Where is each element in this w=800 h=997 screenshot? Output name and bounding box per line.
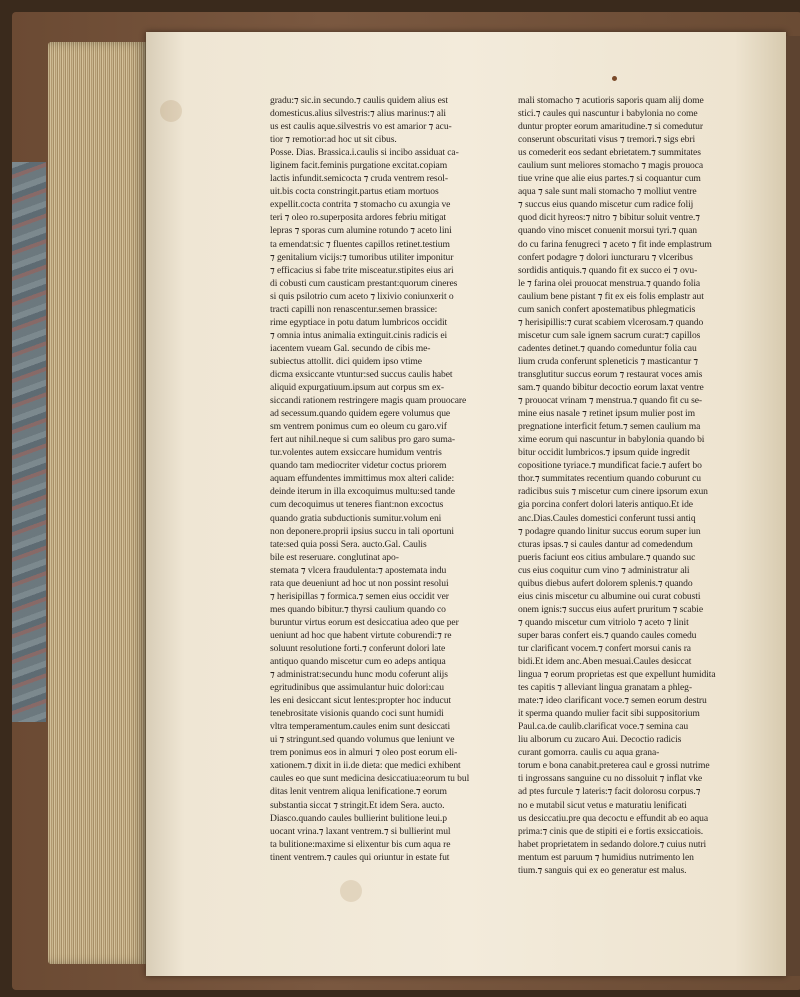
text-line: caulium bene pistant ⁊ fit ex eis folis emplastr aut	[518, 290, 704, 302]
text-line: dicma exsiccante vtuntur:sed succus caulis habet	[270, 368, 453, 380]
text-line: mentum est paruum ⁊ humidius nutrimento len	[518, 851, 694, 863]
right-board-edge	[786, 36, 800, 976]
text-line: tate:sed quia possi Sera. aucto.Gal. Caulis	[270, 538, 427, 550]
text-line: no e mutabil sicut vetus e maturatiu lenificati	[518, 799, 687, 811]
text-line: ta bulitione:maxime si elixentur bis cum aqua re	[270, 838, 451, 850]
text-line: tium.⁊ sanguis qui ex eo generatur est malus.	[518, 864, 687, 876]
text-line: anc.Dias.Caules domestici conferunt tussi antiq	[518, 512, 696, 524]
text-line: fert aut nihil.neque si cum salibus pro garo suma-	[270, 434, 455, 446]
right-text-column	[518, 94, 743, 877]
text-line: quod dicit hyreos:⁊ nitro ⁊ bibitur soluit ventre.⁊	[518, 212, 700, 224]
text-line: quando gratia subductionis sumitur.volum eni	[270, 512, 442, 524]
text-line: tur.volentes autem exsiccare humidum ventris	[270, 447, 442, 459]
text-line: sm ventrem ponimus cum eo oleum cu garo.vif	[270, 421, 447, 433]
text-line: gia porcina confert dolori lateris antiquo.Et ide	[518, 499, 693, 511]
text-line: lactis infundit.semicocta ⁊ cruda ventrem resol-	[270, 173, 448, 185]
text-line: tiue vrine que alie eius partes.⁊ si coquantur cum	[518, 173, 701, 185]
text-line: ⁊ herisipillas ⁊ formica.⁊ semen eius occidit ver	[270, 590, 449, 602]
text-line: uocant vrina.⁊ laxant ventrem.⁊ si bullierint mul	[270, 825, 451, 837]
text-line: gradu:⁊ sic.in secundo.⁊ caulis quidem alius est	[270, 95, 448, 106]
page-edges	[48, 42, 146, 964]
text-line: substantia siccat ⁊ stringit.Et idem Sera. aucto.	[270, 799, 445, 811]
text-line: onem ignis:⁊ succus eius aufert pruritum ⁊ scabie	[518, 603, 704, 615]
text-line: ad secessum.quando quidem egere volumus que	[270, 408, 451, 420]
text-line: stemata ⁊ vlcera fraudulenta:⁊ apostemata indu	[270, 564, 447, 576]
text-line: ui ⁊ stringunt.sed quando volumus que leniunt ve	[270, 734, 455, 746]
text-line: mali stomacho ⁊ acutioris saporis quam alij dome	[518, 95, 704, 106]
text-line: tinent ventrem.⁊ caules qui oriuntur in estate fut	[270, 851, 450, 863]
text-line: Diasco.quando caules bullierint bulitione leui.p	[270, 812, 447, 824]
text-line: ad ptes furcule ⁊ lateris:⁊ facit dolorosu corpus.⁊	[518, 786, 701, 798]
text-line: torum e bona canabit.preterea caul e grossi nutrime	[518, 760, 710, 772]
text-line: copositione tyriace.⁊ mundificat facie.⁊ aufert bo	[518, 460, 702, 472]
text-line: sordidis antiquis.⁊ quando fit ex succo ei ⁊ ovu-	[518, 264, 698, 276]
text-line: trem ponimus eos in almuri ⁊ oleo post eorum eli-	[270, 747, 458, 759]
text-line: ⁊ omnia intus animalia extinguit.cinis radicis ei	[270, 329, 448, 341]
text-line: Paul.ca.de caulib.clarificat voce.⁊ semina cau	[518, 721, 689, 733]
paper-stain	[160, 100, 182, 122]
text-line: xime eorum qui nascuntur in babylonia quando bi	[518, 434, 705, 446]
text-line: miscetur cum sale ignem sacrum curat:⁊ capillos	[518, 329, 701, 341]
text-line: mine eius nasale ⁊ retinet ipsum mulier post im	[518, 408, 695, 420]
text-line: domesticus.alius silvestris:⁊ alius marinus:⁊ ali	[270, 108, 446, 120]
text-line: mes quando bibitur.⁊ thyrsi caulium quando co	[270, 603, 446, 615]
text-line: duntur propter eorum amaritudine.⁊ si comedutur	[518, 121, 703, 133]
text-line: quando tam mediocriter videtur coctus priorem	[270, 460, 447, 472]
text-line: lingua ⁊ eorum proprietas est que expellunt humidita	[518, 669, 716, 681]
text-line: teri ⁊ oleo ro.superposita ardores febriu mitigat	[270, 212, 446, 224]
text-line: bile est reseruare. conglutinat apo-	[270, 551, 399, 563]
text-line: ⁊ efficacius si fabe trite misceatur.stipites eius ari	[270, 264, 454, 276]
text-line: caulium sunt meliores stomacho ⁊ magis prouoca	[518, 160, 704, 172]
text-line: caules eo que sunt medicina desiccatiua:eorum tu bul	[270, 773, 470, 785]
text-line: non deponere.proprii ipsius succu in tali oportuni	[270, 525, 454, 537]
text-line: vltra temperamentum.caules enim sunt desiccati	[270, 721, 451, 733]
text-line: confert podagre ⁊ dolori iuncturaru ⁊ vlceribus	[518, 251, 693, 263]
text-line: conserunt obscuritati visus ⁊ tremori.⁊ sigs ebri	[518, 134, 696, 146]
text-line: ⁊ genitalium vicijs:⁊ tumoribus utiliter imponitur	[270, 251, 454, 263]
text-line: tenebrositate visionis quando coci sunt humidi	[270, 708, 444, 720]
text-line: rata que deueniunt ad hoc ut non possint resolui	[270, 577, 449, 589]
text-line: liu alborum cu zucaro Aui. Decoctio radicis	[518, 734, 682, 746]
text-line: cus eius coquitur cum vino ⁊ administratur ali	[518, 564, 690, 576]
text-line: ti ingrossans sanguine cu no dissoluit ⁊ inflat vke	[518, 773, 703, 785]
text-line: antiquo quando miscetur cum eo adeps antiqua	[270, 656, 446, 668]
text-line: thor.⁊ summitates recentium quando coburunt cu	[518, 473, 701, 485]
text-line: habet proprietatem in sedando dolore.⁊ cuius nutri	[518, 838, 707, 850]
text-line: expellit.cocta contrita ⁊ stomacho cu axungia ve	[270, 199, 451, 211]
text-line: radicibus suis ⁊ miscetur cum cinere ipsorum exun	[518, 486, 708, 498]
text-line: ⁊ herisipillis:⁊ curat scabiem vlcerosam.⁊ quando	[518, 316, 704, 328]
text-line: us comederit eos sedant ebrietatem.⁊ summitates	[518, 147, 701, 159]
marbled-endpaper	[12, 162, 46, 722]
text-line: prima:⁊ cinis que de stipiti ei e fortis exsiccatiois.	[518, 825, 704, 837]
text-line: super baras confert eis.⁊ quando caules comedu	[518, 629, 697, 641]
text-line: curant gomorra. caulis cu aqua grana-	[518, 747, 660, 759]
text-line: deinde iterum in illa excoquimus multu:sed tande	[270, 486, 455, 498]
text-line: ta emendat:sic ⁊ fluentes capillos retinet.testium	[270, 238, 450, 250]
text-line: cadentes detinet.⁊ quando comeduntur folia cau	[518, 342, 697, 354]
text-line: subiectus attollit. dici quidem ipso vtime	[270, 355, 422, 367]
text-line: ⁊ podagre quando linitur succus eorum super iun	[518, 525, 701, 537]
text-line: soluunt resolutione forti.⁊ conferunt dolori late	[270, 642, 446, 654]
text-line: iacentem vueam Gal. secundo de cibis me-	[270, 342, 431, 354]
text-line: ⁊ succus eius quando miscetur cum radice folij	[518, 199, 694, 211]
text-line: mate:⁊ ideo clarificant voce.⁊ semen eorum destru	[518, 695, 707, 707]
text-line: us est caulis aque.silvestris vo est amarior ⁊ acu-	[270, 121, 452, 133]
text-line: lepras ⁊ sporas cum alumine rotundo ⁊ aceto lini	[270, 225, 452, 237]
text-line: uit.bis cocta constringit.partus etiam mortuos	[270, 186, 439, 198]
text-line: bidi.Et idem anc.Aben mesuai.Caules desiccat	[518, 656, 692, 668]
text-line: ⁊ quando miscetur cum vitriolo ⁊ aceto ⁊ linit	[518, 616, 689, 628]
paper-stain	[340, 880, 362, 902]
text-line: stici.⁊ caules qui nascuntur i babylonia no come	[518, 108, 698, 120]
text-line: us desiccatiu.pre qua decoctu e effundit ab eo aqua	[518, 812, 708, 824]
text-line: transglutitur succus eorum ⁊ restaurat voces amis	[518, 368, 703, 380]
text-line: aliquid expurgatiuum.ipsum aut corpus sm ex-	[270, 382, 444, 394]
ink-dot	[612, 76, 617, 81]
text-line: di cobusti cum causticam prestant:quorum cineres	[270, 277, 458, 289]
text-line: ⁊ administrat:secundu hunc modu coferunt alijs	[270, 669, 448, 681]
text-line: cturas ipsas.⁊ si caules dantur ad comedendum	[518, 538, 693, 550]
text-line: do cu farina fenugreci ⁊ aceto ⁊ fit inde emplastrum	[518, 238, 712, 250]
text-line: Posse. Dias. Brassica.i.caulis si incibo assiduat ca-	[270, 147, 459, 159]
text-line: rime egyptiace in potu datum lumbricos occidit	[270, 316, 448, 328]
text-line: aquam effundentes immittimus mox alteri calide:	[270, 473, 455, 485]
text-line: tes capitis ⁊ alleviant lingua granatam a phleg-	[518, 682, 692, 694]
text-line: aqua ⁊ sale sunt mali stomacho ⁊ molliut ventre	[518, 186, 697, 198]
text-line: sam.⁊ quando bibitur decoctio eorum laxat ventre	[518, 382, 704, 394]
text-line: ditas lenit ventrem aliqua lenificatione.⁊ eorum	[270, 786, 447, 798]
text-line: egritudinibus que assimulantur huic dolori:cau	[270, 682, 444, 694]
text-line: liginem facit.feminis purgatione excitat.copiam	[270, 160, 448, 172]
text-line: siccandi rationem restringere magis quam prouocare	[270, 395, 467, 407]
text-line: bitur occidit lumbricos.⁊ ipsum quide ingredit	[518, 447, 690, 459]
text-line: tracti capilli non renascentur.semen brassice:	[270, 303, 438, 315]
text-line: quando vino miscet conuenit morsui tyri.⁊ quan	[518, 225, 697, 237]
text-line: si quis psilotrio cum aceto ⁊ lixivio coniunxerit o	[270, 290, 454, 302]
text-line: les eni desiccant sicut lentes:propter hoc inducut	[270, 695, 451, 707]
text-line: xationem.⁊ dixit in ii.de dieta: que medici exhibent	[270, 760, 461, 772]
text-line: quibus diebus aufert dolorem splenis.⁊ quando	[518, 577, 693, 589]
text-line: le ⁊ farina olei prouocat menstrua.⁊ quando folia	[518, 277, 701, 289]
text-line: it sperma quando mulier facit sibi suppositorium	[518, 708, 700, 720]
text-line: cum sanich confert apostematibus phlegmaticis	[518, 303, 696, 315]
text-line: ueniunt ad hoc que habent virtute coburendi:⁊ re	[270, 629, 452, 641]
text-line: tur clarificant vocem.⁊ confert morsui canis ra	[518, 642, 691, 654]
text-line: eius cinis miscetur cu albumine oui curat cobusti	[518, 590, 701, 602]
text-line: cum decoquimus ut teneres fiant:non excoctus	[270, 499, 444, 511]
text-line: lium cruda conferunt spleneticis ⁊ masticantur ⁊	[518, 355, 699, 367]
text-line: ⁊ prouocat vrinam ⁊ menstrua.⁊ quando fit cu se-	[518, 395, 703, 407]
text-line: buruntur virtus eorum est desiccatiua adeo que per	[270, 616, 459, 628]
text-line: pregnatione interficit fetum.⁊ semen caulium ma	[518, 421, 701, 433]
text-line: tior ⁊ remotior:ad hoc ut sit cibus.	[270, 134, 397, 146]
left-text-column	[270, 94, 495, 864]
text-line: pueris faciunt eos citius ambulare.⁊ quando suc	[518, 551, 696, 563]
